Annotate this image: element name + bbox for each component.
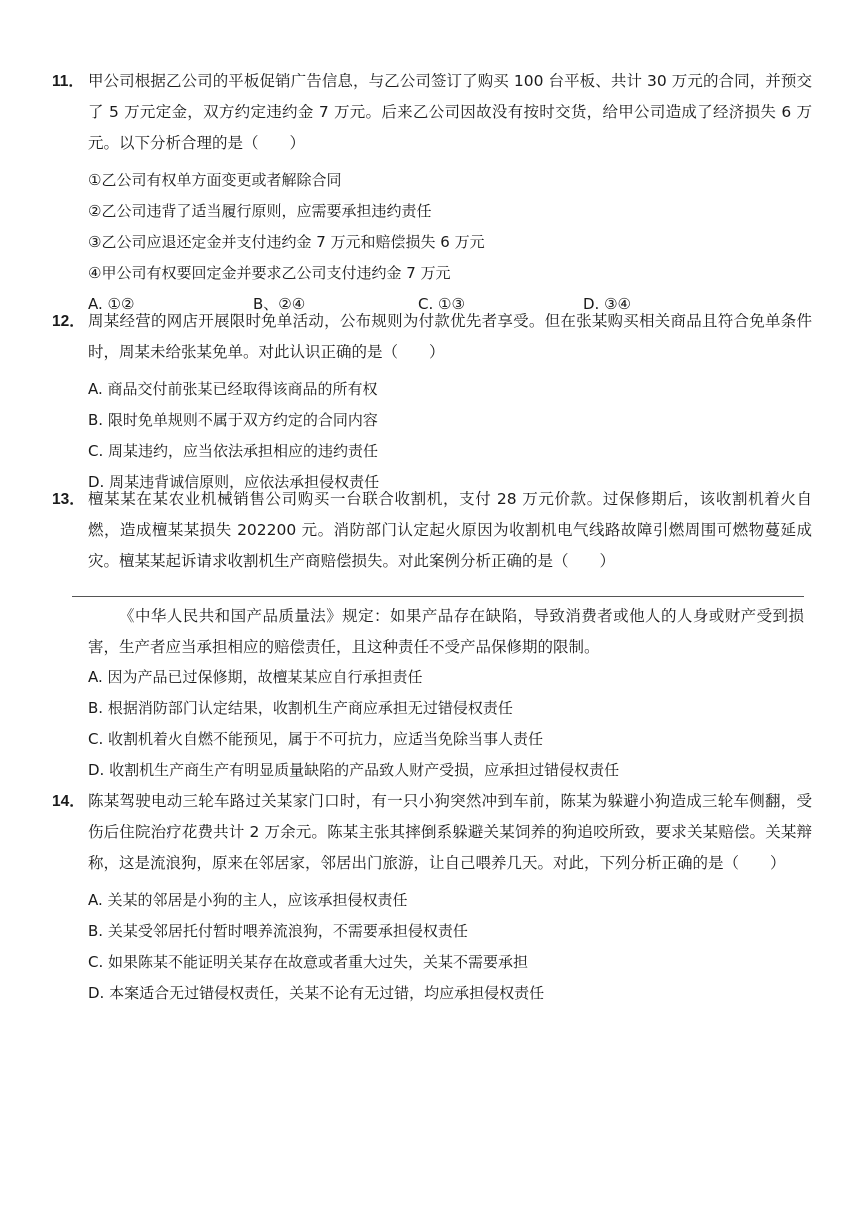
statement-2: ②乙公司违背了适当履行原则，应需要承担违约责任 bbox=[88, 202, 432, 220]
statement-4: ④甲公司有权要回定金并要求乙公司支付违约金 7 万元 bbox=[88, 264, 451, 282]
question-stem bbox=[52, 786, 812, 879]
statement-1: ①乙公司有权单方面变更或者解除合同 bbox=[88, 171, 342, 189]
question-text: 周某经营的网店开展限时免单活动，公布规则为付款优先者享受。但在张某购买相关商品且符合免单条件时，周某未给张某免单。对此认识正确的是（ ） bbox=[88, 312, 812, 361]
option-b: B、②④ bbox=[253, 295, 306, 313]
question-stem bbox=[52, 66, 812, 159]
question-stem bbox=[52, 306, 812, 368]
option-c: C. 周某违约，应当依法承担相应的违约责任 bbox=[88, 442, 379, 460]
law-quote-box bbox=[72, 596, 804, 663]
question-number: 14． bbox=[52, 793, 85, 810]
question-text: 甲公司根据乙公司的平板促销广告信息，与乙公司签订了购买 100 台平板、共计 30 万元的合同，并预交了 5 万元定金，双方约定违约金 7 万元。后来乙公司因故没有按时交货，给甲公司造成了经济损失 6 万元。以下分析合理的是（ ） bbox=[88, 72, 812, 152]
option-a: A. 商品交付前张某已经取得该商品的所有权 bbox=[88, 380, 378, 398]
question-number: 13． bbox=[52, 491, 85, 508]
option-b: B. 限时免单规则不属于双方约定的合同内容 bbox=[88, 411, 378, 429]
option-a: A. ①② bbox=[88, 295, 135, 313]
option-d: D. ③④ bbox=[583, 295, 631, 313]
question-number: 12． bbox=[52, 313, 85, 330]
question-13 bbox=[52, 484, 812, 577]
question-number: 11． bbox=[52, 73, 84, 90]
option-b: B. 根据消防部门认定结果，收割机生产商应承担无过错侵权责任 bbox=[88, 699, 513, 717]
question-text: 陈某驾驶电动三轮车路过关某家门口时，有一只小狗突然冲到车前，陈某为躲避小狗造成三轮车侧翻，受伤后住院治疗花费共计 2 万余元。陈某主张其摔倒系躲避关某饲养的狗追咬所致，要求关某赔偿。关某辩称，这是流浪狗，原来在邻居家，邻居出门旅游，让自己喂养几天。对此，下列分析正确的是（ ） bbox=[88, 792, 812, 872]
option-b: B. 关某受邻居托付暂时喂养流浪狗，不需要承担侵权责任 bbox=[88, 922, 468, 940]
option-a: A. 因为产品已过保修期，故檀某某应自行承担责任 bbox=[88, 668, 423, 686]
option-d: D. 收割机生产商生产有明显质量缺陷的产品致人财产受损，应承担过错侵权责任 bbox=[88, 761, 620, 779]
question-11 bbox=[52, 66, 812, 320]
option-d: D. 本案适合无过错侵权责任，关某不论有无过错，均应承担侵权责任 bbox=[88, 984, 545, 1002]
question-12 bbox=[52, 306, 812, 498]
option-d: D. 周某违背诚信原则，应依法承担侵权责任 bbox=[88, 473, 380, 491]
option-c: C. 收割机着火自燃不能预见，属于不可抗力，应适当免除当事人责任 bbox=[88, 730, 544, 748]
question-text: 檀某某在某农业机械销售公司购买一台联合收割机，支付 28 万元价款。过保修期后，该收割机着火自燃，造成檀某某损失 202200 元。消防部门认定起火原因为收割机电气线路故障引燃周围可燃物蔓延成灾。檀某某起诉请求收割机生产商赔偿损失。对此案例分析正确的是（ ） bbox=[88, 490, 812, 570]
option-c: C. 如果陈某不能证明关某存在故意或者重大过失，关某不需要承担 bbox=[88, 953, 529, 971]
question-14 bbox=[52, 786, 812, 1009]
statement-3: ③乙公司应退还定金并支付违约金 7 万元和赔偿损失 6 万元 bbox=[88, 233, 485, 251]
option-c: C. ①③ bbox=[418, 295, 465, 313]
law-quote: 《中华人民共和国产品质量法》规定：如果产品存在缺陷，导致消费者或他人的人身或财产受到损害，生产者应当承担相应的赔偿责任，且这种责任不受产品保修期的限制。 bbox=[88, 607, 804, 656]
question-stem bbox=[52, 484, 812, 577]
option-a: A. 关某的邻居是小狗的主人，应该承担侵权责任 bbox=[88, 891, 408, 909]
question-13-options bbox=[52, 662, 812, 786]
